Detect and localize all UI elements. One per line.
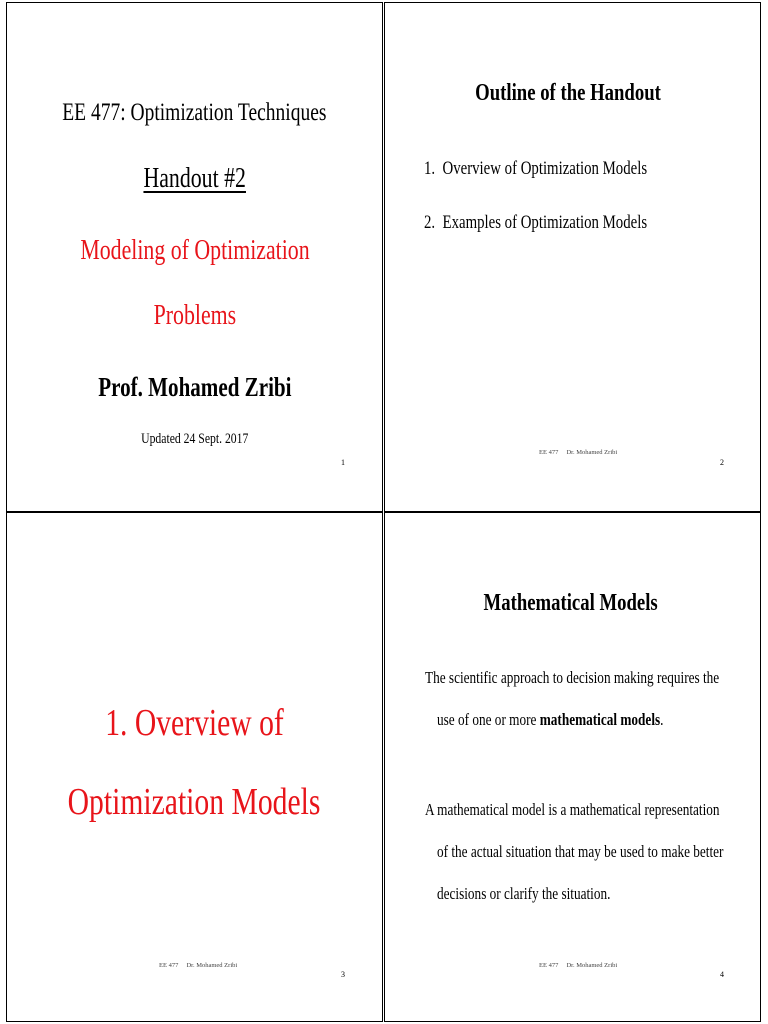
paragraph-1-line-2: use of one or more mathematical models. [437,710,664,729]
paragraph-2-line-1: A mathematical model is a mathematical representation [425,800,720,819]
slide-footer: EE 477 Dr. Mohamed Zribi [159,962,238,969]
paragraph-2-line-3: decisions or clarify the situation. [437,884,611,903]
subtitle-line-2: Problems [153,300,236,331]
outline-item-2: 2. Examples of Optimization Models [424,212,648,233]
slide-title: Mathematical Models [483,590,658,616]
outline-item-1: 1. Overview of Optimization Models [424,158,648,179]
updated-date: Updated 24 Sept. 2017 [140,431,249,447]
slide-4 [384,512,761,1022]
subtitle-line-1: Modeling of Optimization [79,235,310,266]
page-number: 4 [720,970,724,979]
handout-number: Handout #2 [143,163,246,194]
author-name: Prof. Mohamed Zribi [97,372,292,402]
slide-1 [6,2,383,512]
course-title: EE 477: Optimization Techniques [62,99,327,126]
paragraph-1-line-1: The scientific approach to decision making requires the [425,668,720,687]
slide-footer: EE 477 Dr. Mohamed Zribi [539,449,618,456]
slide-title: Outline of the Handout [475,80,662,106]
paragraph-2-line-2: of the actual situation that may be used to make better [437,842,724,861]
slide-2 [384,2,761,512]
section-title-line-1: 1. Overview of [105,702,284,744]
page-number: 3 [341,970,345,979]
page-number: 2 [720,458,724,467]
slide-footer: EE 477 Dr. Mohamed Zribi [539,962,618,969]
section-title-line-2: Optimization Models [68,781,321,823]
page-number: 1 [341,458,345,467]
emphasis-mathematical-models: mathematical models [539,710,661,729]
slide-3 [6,512,383,1022]
